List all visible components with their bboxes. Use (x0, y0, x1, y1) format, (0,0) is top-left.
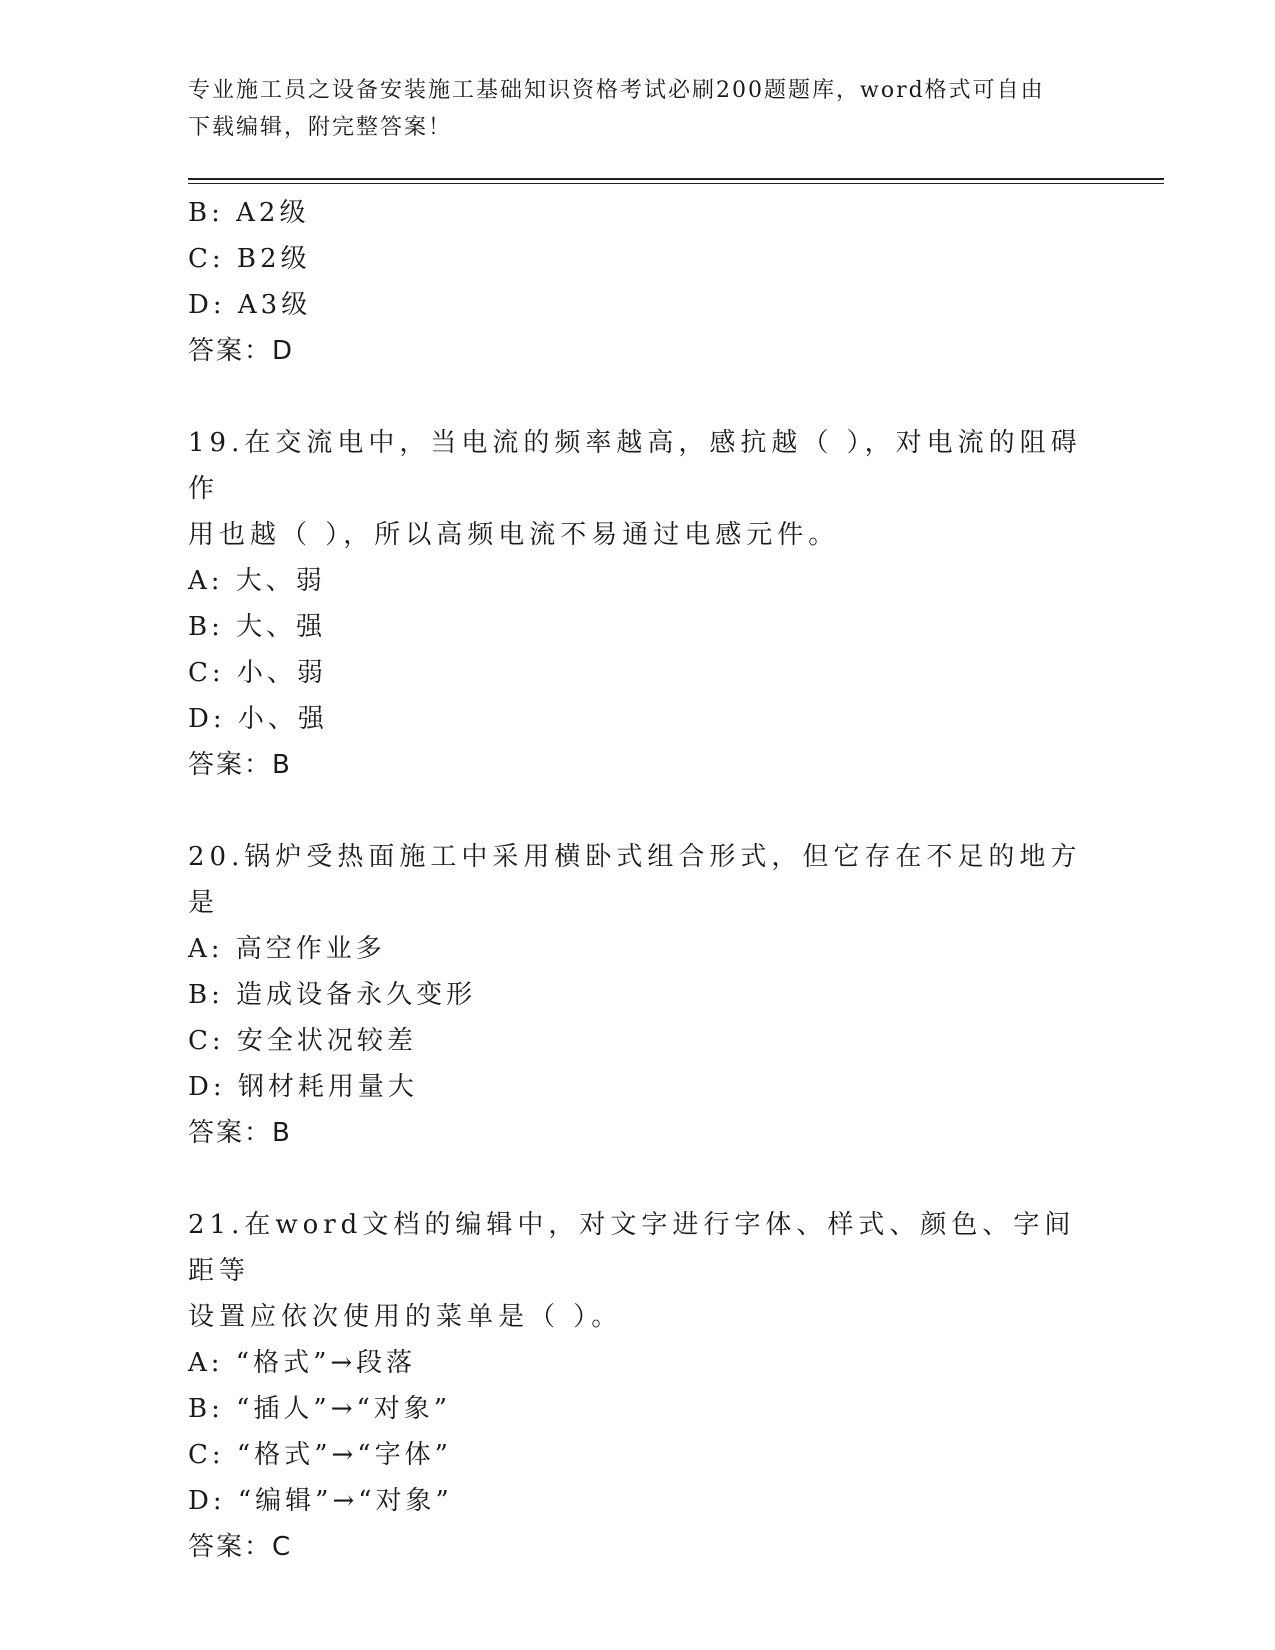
option-d: D: A3级 (188, 290, 312, 320)
question-20 (188, 834, 1088, 1156)
option-c: C: “格式”→“字体” (188, 1440, 452, 1470)
spacer (188, 374, 1088, 420)
question-18-continuation (188, 190, 1088, 374)
spacer (188, 788, 1088, 834)
document-body (188, 190, 1088, 1570)
header-rule-thick (188, 178, 1164, 180)
option-b: B: “插人”→“对象” (188, 1394, 452, 1424)
question-text-line-1: 21.在word文档的编辑中，对文字进行字体、样式、颜色、字间距等 (188, 1210, 1076, 1286)
answer-line: 答案：B (188, 750, 292, 780)
option-b: B: 大、强 (188, 612, 327, 642)
option-b: B: 造成设备永久变形 (188, 980, 477, 1010)
option-c: C: 小、弱 (188, 658, 327, 688)
option-a: A: 大、弱 (188, 566, 326, 596)
option-d: D: 钢材耗用量大 (188, 1072, 418, 1102)
header-line-1: 专业施工员之设备安装施工基础知识资格考试必刷200题题库，word格式可自由 (188, 78, 1045, 103)
question-21 (188, 1202, 1088, 1570)
option-c: C: B2级 (188, 244, 311, 274)
question-text-line-1: 19.在交流电中，当电流的频率越高，感抗越（ ），对电流的阻碍作 (188, 428, 1082, 504)
answer-line: 答案：C (188, 1532, 293, 1562)
header-rule-thin (188, 183, 1164, 184)
option-a: A: “格式”→段落 (188, 1348, 417, 1378)
option-d: D: “编辑”→“对象” (188, 1486, 453, 1516)
page-header (188, 72, 1068, 146)
option-a: A: 高空作业多 (188, 934, 386, 964)
question-19 (188, 420, 1088, 788)
option-b: B: A2级 (188, 198, 310, 228)
question-text-line-1: 20.锅炉受热面施工中采用横卧式组合形式，但它存在不足的地方是 (188, 842, 1082, 918)
option-c: C: 安全状况较差 (188, 1026, 417, 1056)
answer-line: 答案：D (188, 336, 295, 366)
header-line-2: 下载编辑，附完整答案！ (188, 115, 453, 140)
question-text-line-2: 设置应依次使用的菜单是（ ）。 (188, 1302, 623, 1332)
spacer (188, 1156, 1088, 1202)
question-text-line-2: 用也越（ ），所以高频电流不易通过电感元件。 (188, 520, 840, 550)
answer-line: 答案：B (188, 1118, 292, 1148)
option-d: D: 小、强 (188, 704, 328, 734)
